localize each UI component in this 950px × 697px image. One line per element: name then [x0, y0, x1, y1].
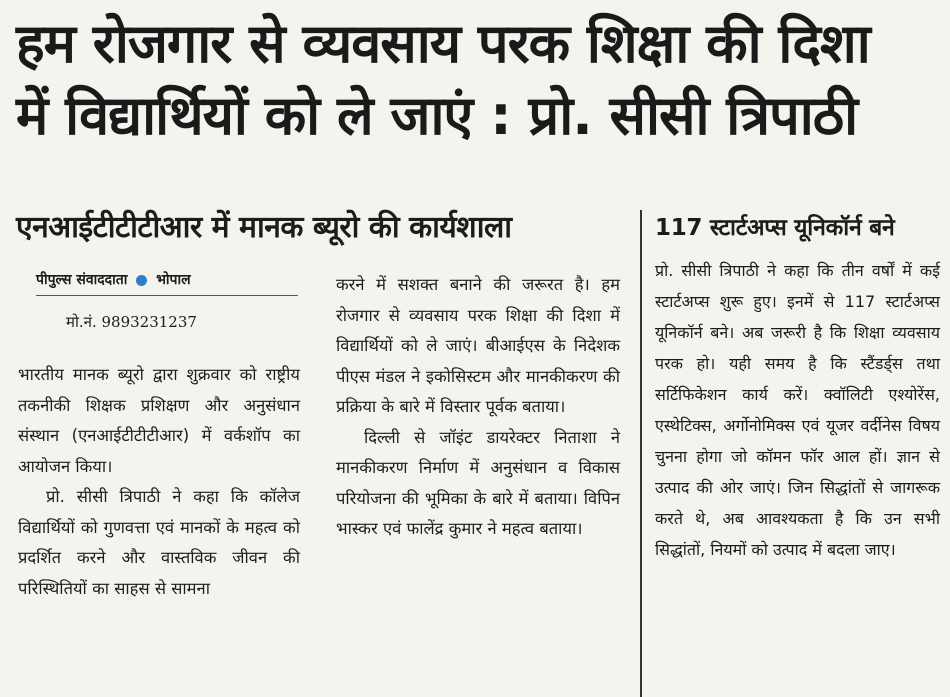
subheadline: एनआईटीटीटीआर में मानक ब्यूरो की कार्यशाला: [16, 210, 512, 245]
byline-city: भोपाल: [156, 272, 191, 288]
sidebar-title: 117 स्टार्टअप्स यूनिकॉर्न बने: [655, 215, 895, 241]
article-column-2: [336, 270, 620, 545]
article-paragraph: करने में सशक्त बनाने की जरूरत है। हम रोजगार से व्यवसाय परक शिक्षा की दिशा में विद्यार्थियों को ले जाएं। बीआईएस के निदेशक पीएस मंडल ने इकोसिस्टम और मानकीकरण की प्रक्रिया के बारे में विस्तार पूर्वक बताया।: [336, 275, 620, 416]
column-divider: [640, 210, 642, 697]
byline-mobile: मो.नं. 9893231237: [66, 313, 197, 331]
article-paragraph: भारतीय मानक ब्यूरो द्वारा शुक्रवार को राष्ट्रीय तकनीकी शिक्षक प्रशिक्षण और अनुसंधान संस्थान (एनआईटीटीटीआर) में वर्कशॉप का आयोजन किया।: [18, 365, 300, 476]
headline-line-2: में विद्यार्थियों को ले जाएं : प्रो. सीसी त्रिपाठी: [16, 84, 858, 147]
byline-reporter: पीपुल्स संवाददाता: [36, 272, 128, 288]
byline: [36, 270, 298, 296]
sidebar-body: [655, 255, 940, 565]
article-column-1: [18, 360, 300, 604]
sidebar-paragraph: प्रो. सीसी त्रिपाठी ने कहा कि तीन वर्षों में कई स्टार्टअप्स शुरू हुए। इनमें से 117 स्टार्टअप्स यूनिकॉर्न बने। अब जरूरी है कि शिक्षा व्यवसाय परक हो। यही समय है कि स्टैंडर्ड्स तथा सर्टिफिकेशन कार्य करें। क्वॉलिटी एश्योरेंस, एस्थेटिक्स, अर्गोनोमिक्स एवं यूजर वर्दीनेस विषय चुनना होगा जो कॉमन फॉर आल हों। ज्ञान से उत्पाद की ओर जाएं। जिन सिद्धांतों से जागरूक करते थे, अब आवश्यकता है कि उन सभी सिद्धांतों, नियमों को उत्पाद में बदला जाए।: [655, 261, 940, 559]
headline-line-1: हम रोजगार से व्यवसाय परक शिक्षा की दिशा: [16, 12, 870, 75]
headline: [16, 8, 941, 152]
bullet-dot-icon: [136, 275, 147, 286]
article-paragraph: दिल्ली से जॉइंट डायरेक्टर निताशा ने मानकीकरण निर्माण में अनुसंधान व विकास परियोजना की भूमिका के बारे में बताया। विपिन भास्कर एवं फालेंद्र कुमार ने महत्व बताया।: [336, 427, 620, 538]
article-paragraph: प्रो. सीसी त्रिपाठी ने कहा कि कॉलेज विद्यार्थियों को गुणवत्ता एवं मानकों के महत्व को प्रदर्शित करने और वास्तविक जीवन की परिस्थितियों का साहस से सामना: [18, 487, 300, 598]
